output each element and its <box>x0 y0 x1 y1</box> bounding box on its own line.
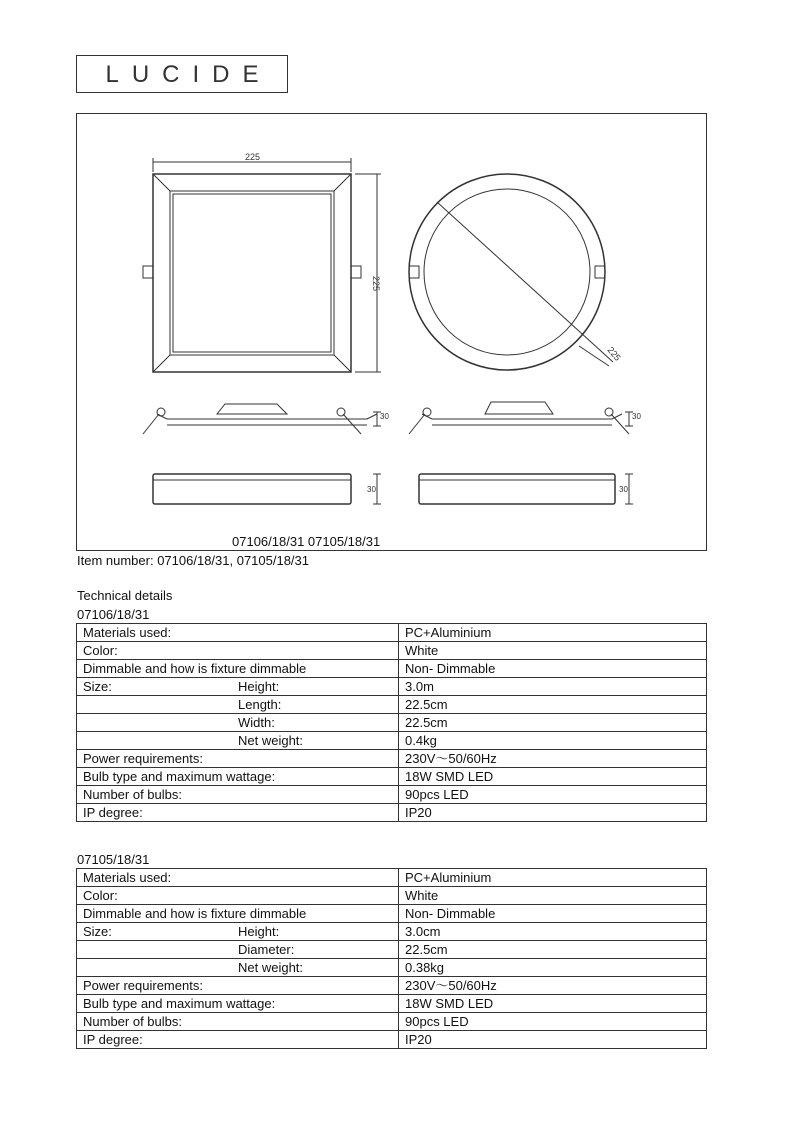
spec-label: Materials used: <box>83 624 172 640</box>
drawing-svg <box>77 114 708 552</box>
spec-label-cell <box>77 959 399 977</box>
spec-label-cell <box>77 1031 399 1049</box>
table-row <box>77 959 707 977</box>
spec-label: IP degree: <box>83 804 143 820</box>
spec-label-cell <box>77 905 399 923</box>
spec-label: IP degree: <box>83 1031 143 1047</box>
spec-label-cell <box>77 768 399 786</box>
spec-table-2 <box>76 868 707 1049</box>
spec-label: Bulb type and maximum wattage: <box>83 995 276 1011</box>
spec-label-cell <box>77 786 399 804</box>
item-number: Item number: 07106/18/31, 07105/18/31 <box>77 553 310 568</box>
spec-label: Dimmable and how is fixture dimmable <box>83 905 307 921</box>
spec-value: 0.4kg <box>399 732 707 750</box>
spec-sublabel: Height: <box>238 679 280 694</box>
spec-label-cell <box>77 714 399 732</box>
spec-sublabel: Height: <box>238 924 280 939</box>
table-row <box>77 1031 707 1049</box>
brand-logo <box>76 55 288 93</box>
round-panel-profile <box>419 474 633 504</box>
table-row <box>77 977 707 995</box>
spec-label-cell <box>77 624 399 642</box>
table-row <box>77 887 707 905</box>
spec-value: 90pcs LED <box>399 786 707 804</box>
round-panel-top-view <box>409 174 613 370</box>
spec-label-cell <box>77 977 399 995</box>
spec-value: 3.0m <box>399 678 707 696</box>
dim-width-label: 225 <box>245 152 261 162</box>
table-row <box>77 750 707 768</box>
spec-table-1 <box>76 623 707 822</box>
spec-label-cell <box>77 732 399 750</box>
spec-value: White <box>399 887 707 905</box>
table-row <box>77 905 707 923</box>
table-row <box>77 642 707 660</box>
square-panel-top-view <box>143 158 381 372</box>
spec-value: 18W SMD LED <box>399 768 707 786</box>
spec-value: 22.5cm <box>399 941 707 959</box>
spec-label: Power requirements: <box>83 750 203 766</box>
dim-height-label: 225 <box>371 276 381 292</box>
spec-label: Bulb type and maximum wattage: <box>83 768 276 784</box>
spec-label-cell <box>77 750 399 768</box>
spec-label: Size: <box>83 923 112 939</box>
table-row <box>77 678 707 696</box>
spec-label-cell <box>77 887 399 905</box>
spec-label-cell <box>77 869 399 887</box>
spec-value: PC+Aluminium <box>399 869 707 887</box>
round-panel-side-view <box>409 402 633 434</box>
spec-label-cell <box>77 995 399 1013</box>
spec-sublabel: Diameter: <box>238 942 295 957</box>
spec-value: PC+Aluminium <box>399 624 707 642</box>
table-row <box>77 995 707 1013</box>
dim-diameter-label: 225 <box>605 344 623 363</box>
spec-label: Number of bulbs: <box>83 1013 182 1029</box>
dim-depth-label-1: 30 <box>380 412 389 421</box>
spec-value: 230V～50/60Hz <box>399 750 707 768</box>
drawing-caption: 07106/18/31 07105/18/31 <box>232 534 381 549</box>
spec-value: Non- Dimmable <box>399 660 707 678</box>
spec-label-cell <box>77 1013 399 1031</box>
technical-heading: Technical details <box>77 588 173 603</box>
table-row <box>77 768 707 786</box>
spec-sublabel: Width: <box>238 715 275 730</box>
spec-label: Size: <box>83 678 112 694</box>
spec-value: 3.0cm <box>399 923 707 941</box>
spec-sublabel: Length: <box>238 697 282 712</box>
spec-value: 22.5cm <box>399 714 707 732</box>
table-row <box>77 696 707 714</box>
spec-value: White <box>399 642 707 660</box>
spec-label: Number of bulbs: <box>83 786 182 802</box>
table-row <box>77 923 707 941</box>
spec-label-cell <box>77 642 399 660</box>
spec-label: Color: <box>83 887 118 903</box>
table-row <box>77 1013 707 1031</box>
spec-value: IP20 <box>399 804 707 822</box>
dim-depth-label-2: 30 <box>632 412 641 421</box>
spec-label-cell <box>77 696 399 714</box>
table-row <box>77 732 707 750</box>
spec-value: 230V～50/60Hz <box>399 977 707 995</box>
product-code-1: 07106/18/31 <box>77 607 150 622</box>
spec-label-cell <box>77 941 399 959</box>
table-row <box>77 660 707 678</box>
spec-label: Materials used: <box>83 869 172 885</box>
square-panel-profile <box>153 474 381 504</box>
table-row <box>77 804 707 822</box>
table-row <box>77 714 707 732</box>
spec-value: 18W SMD LED <box>399 995 707 1013</box>
dim-depth-label-4: 30 <box>619 485 628 494</box>
spec-label-cell <box>77 678 399 696</box>
table-row <box>77 869 707 887</box>
square-panel-side-view <box>143 404 381 434</box>
spec-value: IP20 <box>399 1031 707 1049</box>
product-code-2: 07105/18/31 <box>77 852 150 867</box>
spec-sublabel: Net weight: <box>238 733 304 748</box>
spec-label-cell <box>77 660 399 678</box>
spec-label-cell <box>77 804 399 822</box>
table-row <box>77 786 707 804</box>
spec-label: Dimmable and how is fixture dimmable <box>83 660 307 676</box>
spec-value: 90pcs LED <box>399 1013 707 1031</box>
spec-label: Color: <box>83 642 118 658</box>
spec-sublabel: Net weight: <box>238 960 304 975</box>
table-row <box>77 941 707 959</box>
spec-value: 0.38kg <box>399 959 707 977</box>
dim-depth-label-3: 30 <box>367 485 376 494</box>
spec-label-cell <box>77 923 399 941</box>
spec-value: Non- Dimmable <box>399 905 707 923</box>
table-row <box>77 624 707 642</box>
spec-value: 22.5cm <box>399 696 707 714</box>
technical-drawing <box>76 113 707 551</box>
brand-logo-text: LUCIDE <box>105 61 272 88</box>
spec-label: Power requirements: <box>83 977 203 993</box>
